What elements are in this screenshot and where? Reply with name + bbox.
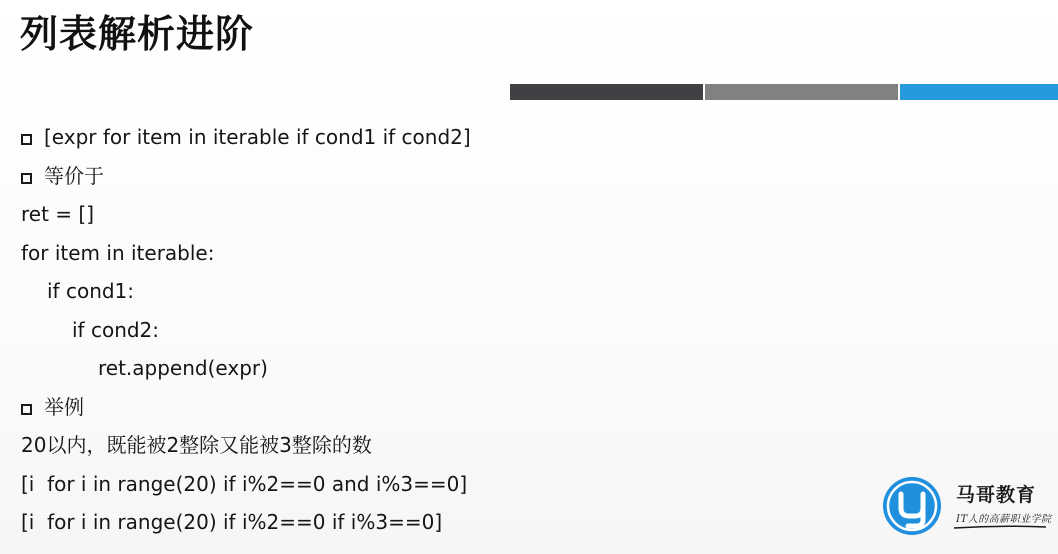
bullet-line <box>21 118 721 157</box>
example-line: [i for i in range(20) if i%2==0 and i%3==0] <box>21 471 468 496</box>
bullet-line <box>21 157 721 196</box>
code-line: ret = [] <box>21 202 95 226</box>
code-line: for item in iterable: <box>21 240 215 265</box>
code-line: ret.append(expr) <box>98 356 268 380</box>
header-bar-dark <box>510 84 703 100</box>
slide-title: 列表解析进阶 <box>20 12 255 56</box>
brand-slogan: IT人的高薪职业学院 <box>956 514 1052 525</box>
bullet-text: [expr for item in iterable if cond1 if cond2] <box>44 125 471 149</box>
brand-logo <box>882 474 1052 538</box>
bullet-text: 等价于 <box>44 163 104 188</box>
header-bar-blue <box>900 84 1058 100</box>
square-bullet-icon <box>21 173 32 184</box>
bullet-text: 举例 <box>44 394 84 419</box>
code-line: if cond2: <box>72 317 160 342</box>
square-bullet-icon <box>21 134 32 145</box>
square-bullet-icon <box>21 404 32 415</box>
bullet-line <box>21 388 721 427</box>
magedu-logo-icon <box>882 476 942 536</box>
code-line: if cond1: <box>47 279 135 303</box>
slide-content <box>21 118 721 542</box>
brand-underline <box>954 525 1046 529</box>
example-line: [i for i in range(20) if i%2==0 if i%3==0] <box>21 510 443 534</box>
description-line: 20以内，既能被2整除又能被3整除的数 <box>21 433 372 457</box>
header-bar-gray <box>705 84 898 100</box>
brand-name: 马哥教育 <box>956 484 1037 506</box>
